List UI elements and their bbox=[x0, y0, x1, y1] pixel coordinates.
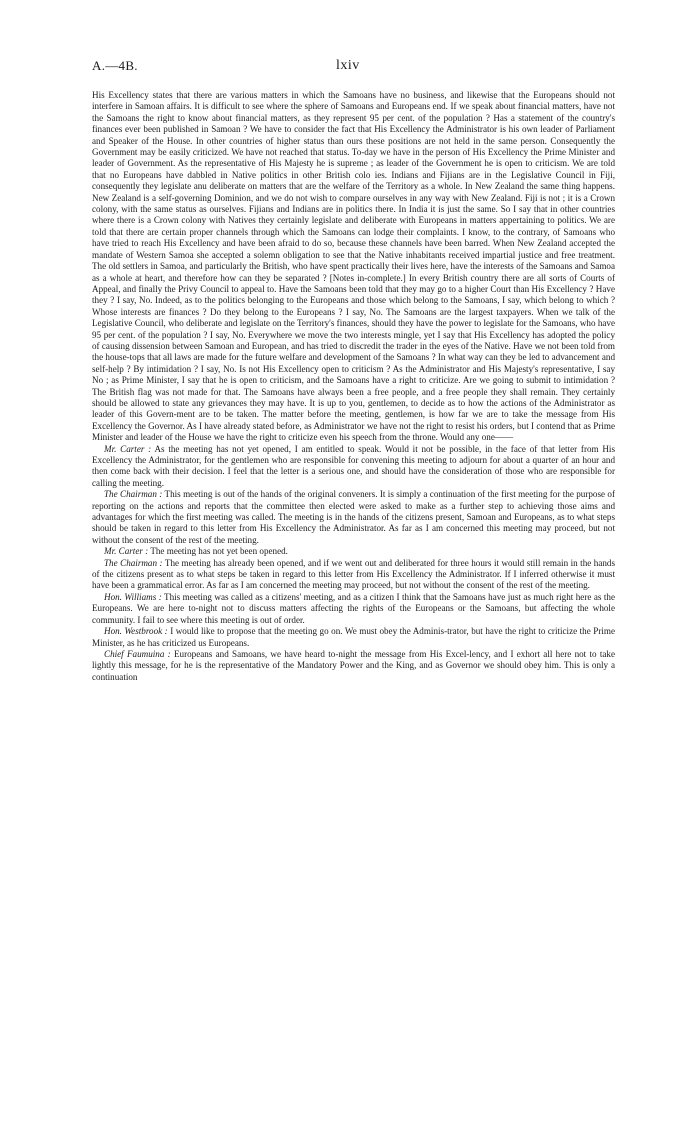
paragraph bbox=[92, 649, 615, 683]
speaker-name: The Chairman : bbox=[104, 489, 163, 500]
speaker-name: Hon. Westbrook : bbox=[104, 626, 168, 637]
paragraph bbox=[92, 546, 615, 557]
paragraph-text: I would like to propose that the meeting go on. We must obey the Adminis-trator, but have the right to criticize the Prime Minister, as he has criticized us Europeans. bbox=[92, 626, 615, 648]
document-page bbox=[92, 58, 615, 683]
paragraph-text: This meeting is out of the hands of the original conveners. It is simply a continuation of the first meeting for the purpose of reporting on the actions and reports that the committee then elected were asked to make as a further step to achieving those aims and advantages for which the first meeting was called. The meeting is in the hands of the citizens present, Samoan and Europeans, as to what steps should be taken in regard to this letter from His Excellency the Administrator. As far as I am concerned this meeting may proceed, but not without the consent of the rest of the meeting. bbox=[92, 489, 615, 545]
document-reference: A.—4B. bbox=[92, 58, 138, 73]
speaker-name: The Chairman : bbox=[104, 557, 163, 568]
speaker-name: Hon. Williams : bbox=[104, 591, 162, 602]
paragraph bbox=[92, 444, 615, 490]
page-header bbox=[92, 58, 615, 78]
paragraph-text: Europeans and Samoans, we have heard to-night the message from His Excel-lency, and I exhort all here not to take lightly this message, for he is the representative of the Mandatory Power and the King, and as Governor we should obey him. This is only a continuation bbox=[92, 648, 615, 682]
speaker-name: Mr. Carter : bbox=[104, 546, 149, 557]
paragraph bbox=[92, 489, 615, 546]
page-number: lxiv bbox=[336, 58, 360, 73]
paragraph bbox=[92, 626, 615, 649]
paragraph bbox=[92, 90, 615, 444]
paragraph-text: The meeting has not yet been opened. bbox=[148, 546, 288, 557]
paragraph bbox=[92, 592, 615, 626]
paragraph-text: The meeting has already been opened, and if we went out and deliberated for three hours it would still remain in the hands of the citizens present as to what steps be taken in regard to this letter from His Excellency the Administrator. If I inferred otherwise it must have been a grammatical error. As far as I am concerned the meeting may proceed, but not without the consent of the rest of the meeting. bbox=[92, 557, 616, 591]
paragraph-text: As the meeting has not yet opened, I am entitled to speak. Would it not be possible, in the face of that letter from His Excellency the Administrator, for the gentlemen who are responsible for convening this meeting to adjourn for about a quarter of an hour and then come back with their decision. I feel that the letter is a serious one, and should have the consideration of those who are responsible for calling the meeting. bbox=[92, 443, 615, 488]
speaker-name: Chief Faumuina : bbox=[104, 648, 171, 659]
paragraph-text: This meeting was called as a citizens' meeting, and as a citizen I think that the Samoans have just as much right here as the Europeans. We are here to-night not to discuss matters affecting the rights of the Europeans or the Samoans, but affecting the whole community. I fail to see where this meeting is out of order. bbox=[92, 591, 615, 625]
speaker-name: Mr. Carter : bbox=[104, 443, 152, 454]
paragraph bbox=[92, 558, 615, 592]
document-body bbox=[92, 90, 615, 683]
paragraph-text: His Excellency states that there are various matters in which the Samoans have no business, and likewise that the Europeans should not interfere in Samoan affairs. It is difficult to see where the sphere of Samoans and Europeans end. If we speak about financial matters, have not the Samoans the right to know about financial matters, as they represent 95 per cent. of the population ? Has a statement of the country's finances ever been published in Samoan ? We have to consider the fact that His Excellency the Administrator is his own leader of Parliament and Speaker of the House. In other countries of higher status than ours these positions are not held in the same person. Consequently the Government may be easily criticized. We have not reached that status. To-day we have in the person of His Excellency the Prime Minister and leader of Government. As the representative of His Majesty he is supreme ; as leader of the Government he is open to criticism. We are told that no Europeans have dabbled in Native politics in other British colo ies. Indians and Fijians are in the Legislative Council in Fiji, consequently they legislate anu deliberate on matters that are the welfare of the Territory as a whole. In New Zealand the same thing happens. New Zealand is a self-governing Dominion, and we do not wish to compare ourselves in any way with New Zealand. Fiji is not ; it is a Crown colony, with the same status as ourselves. Fijians and Indians are in politics there. In India it is just the same. So I say that in other countries where there is a Crown colony with Natives they certainly legislate and deliberate with Europeans in matters appertaining to politics. We are told that there are certain proper channels through which the Samoans can lodge their complaints. I know, to the contrary, of Samoans who have tried to reach His Excellency and have been afraid to do so, because these channels have been barred. When New Zealand accepted the mandate of Western Samoa she accepted a solemn obligation to see that the Native inhabitants received impartial justice and free treatment. The old settlers in Samoa, and particularly the British, who have spent practically their lives here, have the interests of the Samoans and Samoa as a whole at heart, and therefore how can they be separated ? [Notes in-complete.] In every British country there are all sorts of Courts of Appeal, and finally the Privy Council to appeal to. Have the Samoans been told that they may go to a higher Court than His Excellency ? Have they ? I say, No. Indeed, as to the politics belonging to the Europeans and those which belong to the Samoans, I say, which belong to which ? Whose interests are finances ? Do they belong to the Europeans ? I say, No. The Samoans are the largest taxpayers. When we talk of the Legislative Council, who deliberate and legislate on the Territory's finances, should they have the power to legislate for the Samoans, who have 95 per cent. of the population ? I say, No. Everywhere we move the two interests mingle, yet I say that His Excellency has adopted the policy of causing dissension between Samoan and European, and has tried to discredit the trader in the eyes of the Native. Have we not been told from the house-tops that all laws are made for the future welfare and development of the Samoans ? In what way can they be led to advancement and self-help ? By intimidation ? I say, No. Is not His Excellency open to criticism ? As the Administrator and His Majesty's representative, I say No ; as Prime Minister, I say that he is open to criticism, and the Samoans have a right to criticize. Are we going to submit to intimidation ? The British flag was not made for that. The Samoans have always been a free people, and a free people they shall remain. They certainly should be allowed to state any grievances they may have. It is up to you, gentlemen, to decide as to how the actions of the Administrator as leader of this Govern-ment are to be taken. The matter before the meeting, gentlemen, is how far we are to take the message from His Excellency the Governor. As I have already stated before, as Administrator we have not the right to resist his orders, but I contend that as Prime Minister and leader of the House we have the right to criticize even his speech from the throne. Would any one—— bbox=[92, 90, 615, 443]
